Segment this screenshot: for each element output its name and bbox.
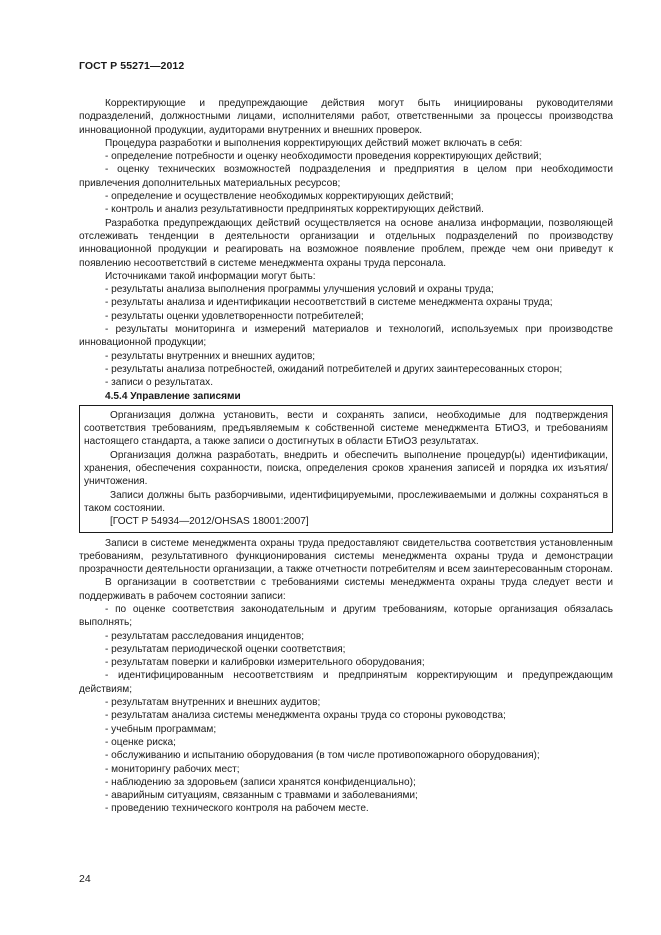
paragraph: Источниками такой информации могут быть: bbox=[105, 270, 316, 282]
list-item: - определение потребности и оценку необходимости проведения корректирующих действий; bbox=[105, 151, 542, 163]
paragraph: Разработка предупреждающих действий осуществляется на основе анализа информации, позволяющей отслеживать тенденции в деятельности организации и отдельных подразделений по производству инновационной продукции и реагировать на возможное появление проблем, прежде чем они приведут к появлению несоответствий в системе менеджмента охраны труда персонала. bbox=[79, 217, 613, 269]
document-id: ГОСТ Р 55271—2012 bbox=[79, 60, 185, 72]
quoted-paragraph: Записи должны быть разборчивыми, идентифицируемыми, прослеживаемыми и должны сохраняться в таком состоянии. bbox=[84, 489, 608, 514]
paragraph: Корректирующие и предупреждающие действия могут быть инициированы руководителями подразделений, должностными лицами, исполнителями работ, ответственными за процессы производства инновационной продукции, аудиторами внутренних и внешних проверок. bbox=[79, 98, 613, 136]
list-item: - проведению технического контроля на рабочем месте. bbox=[105, 803, 369, 815]
paragraph: В организации в соответствии с требованиями системы менеджмента охраны труда следует вести и поддерживать в рабочем состоянии записи: bbox=[79, 577, 613, 602]
list-item: - результатам поверки и калибровки измерительного оборудования; bbox=[105, 657, 425, 669]
page-body bbox=[79, 97, 613, 816]
list-item: - результаты анализа и идентификации несоответствий в системе менеджмента охраны труда; bbox=[105, 297, 553, 309]
paragraph: Записи в системе менеджмента охраны труда предоставляют свидетельства соответствия установленным требованиям, результативного функционирования системы менеджмента охраны труда и демонстрации прозрачности деятельности организации, а также отчетности потребителям и всем заинтересованным сторонам. bbox=[79, 537, 613, 576]
list-item: - оценку технических возможностей подразделения и предприятия в целом при необходимости привлечения дополнительных материальных ресурсов; bbox=[79, 164, 613, 189]
list-item: - результатам периодической оценки соответствия; bbox=[105, 643, 346, 655]
source-reference: [ГОСТ Р 54934—2012/OHSAS 18001:2007] bbox=[110, 516, 309, 528]
list-item: - записи о результатах. bbox=[105, 377, 213, 389]
list-item: - идентифицированным несоответствиям и предпринятым корректирующим и предупреждающим действиям; bbox=[79, 670, 613, 695]
paragraph: Процедура разработки и выполнения корректирующих действий может включать в себя: bbox=[105, 137, 523, 149]
list-item: - результатам расследования инцидентов; bbox=[105, 630, 305, 642]
quoted-paragraph: Организация должна установить, вести и сохранять записи, необходимые для подтверждения соответствия требованиям, предъявляемым к собственной системе менеджмента БТиОЗ, и требованиям настоящего стандарта, а также записи о достигнутых в области БТиОЗ результатах. bbox=[84, 409, 608, 448]
list-item: - учебным программам; bbox=[105, 723, 217, 735]
page-number: 24 bbox=[79, 873, 91, 885]
section-heading: 4.5.4 Управление записями bbox=[105, 390, 241, 402]
list-item: - результаты анализа потребностей, ожиданий потребителей и других заинтересованных сторон; bbox=[105, 363, 563, 375]
list-item: - результаты внутренних и внешних аудитов; bbox=[105, 350, 316, 362]
list-item: - обслуживанию и испытанию оборудования (в том числе противопожарного оборудования); bbox=[105, 750, 540, 762]
quoted-standard-box bbox=[79, 405, 613, 533]
list-item: - результатам анализа системы менеджмента охраны труда со стороны руководства; bbox=[105, 710, 506, 722]
list-item: - результаты оценки удовлетворенности потребителей; bbox=[105, 310, 364, 322]
list-item: - по оценке соответствия законодательным и другим требованиям, которые организация обязалась выполнять; bbox=[79, 603, 613, 629]
quoted-paragraph: Организация должна разработать, внедрить и обеспечить выполнение процедур(ы) идентификации, хранения, обеспечения сохранности, поиска, определения сроков хранения записей и порядка их изъятия/уничтожения. bbox=[84, 449, 608, 488]
list-item: - аварийным ситуациям, связанным с травмами и заболеваниями; bbox=[105, 790, 418, 802]
list-item: - наблюдению за здоровьем (записи хранятся конфиденциально); bbox=[105, 776, 416, 788]
list-item: - результаты мониторинга и измерений материалов и технологий, используемых при производстве инновационной продукции; bbox=[79, 324, 613, 349]
list-item: - результаты анализа выполнения программы улучшения условий и охраны труда; bbox=[105, 284, 494, 296]
list-item: - мониторингу рабочих мест; bbox=[105, 763, 240, 775]
list-item: - контроль и анализ результативности предпринятых корректирующих действий. bbox=[105, 204, 484, 216]
list-item: - результатам внутренних и внешних аудитов; bbox=[105, 697, 321, 709]
list-item: - определение и осуществление необходимых корректирующих действий; bbox=[105, 191, 454, 203]
list-item: - оценке риска; bbox=[105, 736, 176, 748]
